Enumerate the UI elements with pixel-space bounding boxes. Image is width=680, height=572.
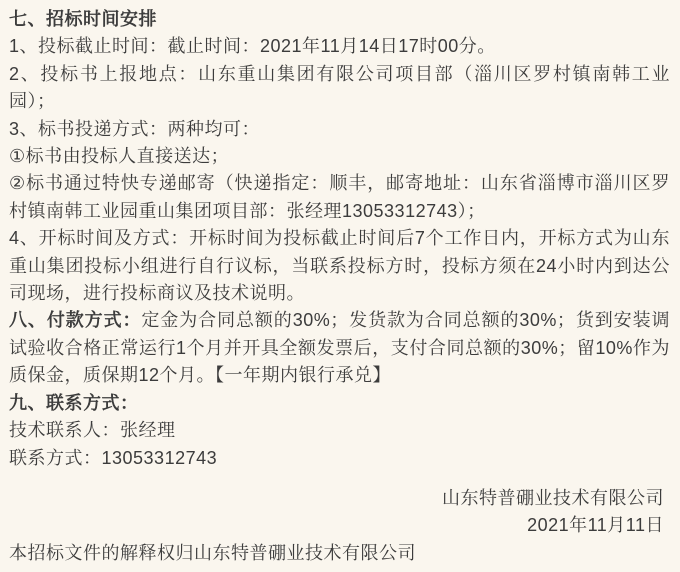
section-7-item-express-delivery: ②标书通过特快专递邮寄（快递指定：顺丰，邮寄地址：山东省淄博市淄川区罗村镇南韩工业园重山集团项目部：张经理13053312743）； <box>9 173 670 221</box>
section-7-item-direct-delivery: ①标书由投标人直接送达； <box>9 146 230 167</box>
section-7-item-submission-place: 2、投标书上报地点：山东重山集团有限公司项目部（淄川区罗村镇南韩工业园）； <box>9 63 670 112</box>
signature-company: 山东特普硼业技术有限公司 <box>442 487 664 508</box>
contact-person-line: 技术联系人：张经理 <box>9 420 176 441</box>
section-7-item-delivery-methods: 3、标书投递方式：两种均可： <box>9 118 261 139</box>
section-8-payment-terms: 定金为合同总额的30%；发货款为合同总额的30%；货到安装调试验收合格正常运行1个月并开具全额发票后，支付合同总额的30%；留10%作为质保金，质保期12个月。【一年期内银行承兑】 <box>9 310 670 386</box>
footer-interpretation-note: 本招标文件的解释权归山东特普硼业技术有限公司 <box>9 542 416 563</box>
section-7-item-bid-opening: 4、开标时间及方式：开标时间为投标截止时间后7个工作日内，开标方式为山东重山集团投标小组进行自行议标，当联系投标方时，投标方须在24小时内到达公司现场，进行投标商议及技术说明。 <box>9 228 670 304</box>
section-7-heading: 七、招标时间安排 <box>9 9 157 29</box>
section-9-heading: 九、联系方式： <box>9 392 139 413</box>
section-7-item-deadline: 1、投标截止时间：截止时间：2021年11月14日17时00分。 <box>9 36 496 57</box>
section-8-heading: 八、付款方式： <box>9 310 142 331</box>
signature-date: 2021年11月11日 <box>527 515 664 536</box>
section-8-paragraph <box>9 307 670 389</box>
contact-number-line: 联系方式：13053312743 <box>9 447 218 468</box>
